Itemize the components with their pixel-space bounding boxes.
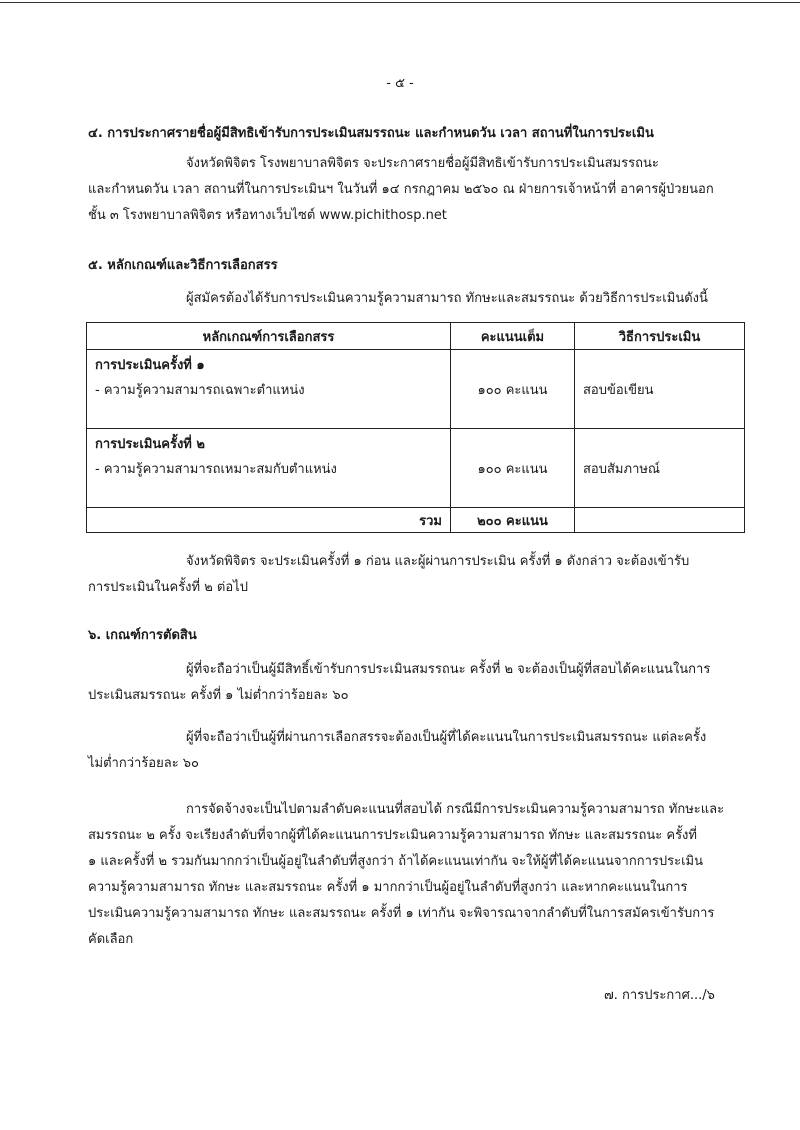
- round-1-title: การประเมินครั้งที่ ๑: [95, 358, 205, 373]
- total-score: ๒๐๐ คะแนน: [451, 508, 575, 533]
- section-6-heading: ๖. เกณฑ์การตัดสิน: [88, 628, 197, 643]
- total-label: รวม: [87, 508, 451, 533]
- header-method: วิธีการประเมิน: [575, 323, 745, 350]
- section-6-para-3-line-1: การจัดจ้างจะเป็นไปตามลำดับคะแนนที่สอบได้ กรณีมีการประเมินความรู้ความสามารถ ทักษะและ: [186, 802, 725, 817]
- section-6-para-1-line-2: ประเมินสมรรถนะ ครั้งที่ ๑ ไม่ต่ำกว่าร้อยละ ๖๐: [88, 688, 349, 703]
- top-border-line: [0, 2, 800, 3]
- section-4-heading: ๔. การประกาศรายชื่อผู้มีสิทธิเข้ารับการประเมินสมรรถนะ และกำหนดวัน เวลา สถานที่ในการประเมิน: [88, 126, 654, 141]
- page-number: - ๕ -: [386, 76, 414, 91]
- section-6-para-3-line-5: ประเมินความรู้ความสามารถ ทักษะ และสมรรถนะ ครั้งที่ ๑ เท่ากัน จะพิจารณาจากลำดับที่ในการสมัครเข้ารับการ: [88, 906, 715, 921]
- section-6-para-2-line-2: ไม่ต่ำกว่าร้อยละ ๖๐: [88, 756, 199, 771]
- round-1-criteria: [87, 350, 451, 429]
- section-4-line-2: และกำหนดวัน เวลา สถานที่ในการประเมินฯ ในวันที่ ๑๔ กรกฎาคม ๒๕๖๐ ณ ฝ่ายการเจ้าหน้าที่ อาคารผู้ป่วยนอก: [88, 182, 714, 197]
- section-6-para-3-line-4: ความรู้ความสามารถ ทักษะ และสมรรถนะ ครั้งที่ ๑ มากกว่าเป็นผู้อยู่ในลำดับที่สูงกว่า และหากคะแนนในการ: [88, 880, 688, 895]
- section-6-para-3-line-2: สมรรถนะ ๒ ครั้ง จะเรียงลำดับที่จากผู้ที่ได้คะแนนการประเมินความรู้ความสามารถ ทักษะ และสมรรถนะ ครั้งที่: [88, 828, 697, 843]
- section-4-line-3: ชั้น ๓ โรงพยาบาลพิจิตร หรือทางเว็บไซต์ www.pichithosp.net: [88, 208, 447, 223]
- section-6-para-2-line-1: ผู้ที่จะถือว่าเป็นผู้ที่ผ่านการเลือกสรรจะต้องเป็นผู้ที่ได้คะแนนในการประเมินสมรรถนะ แต่ละครั้ง: [186, 730, 707, 745]
- round-2-item: - ความรู้ความสามารถเหมาะสมกับตำแหน่ง: [95, 462, 337, 477]
- round-1-score: ๑๐๐ คะแนน: [451, 350, 575, 429]
- section-4-line-1: จังหวัดพิจิตร โรงพยาบาลพิจิตร จะประกาศรายชื่อผู้มีสิทธิเข้ารับการประเมินสมรรถนะ: [186, 156, 659, 171]
- total-method-empty: [575, 508, 745, 533]
- section-6-para-3-line-3: ๑ และครั้งที่ ๒ รวมกันมากกว่าเป็นผู้อยู่ในลำดับที่สูงกว่า ถ้าได้คะแนนเท่ากัน จะให้ผู้ที่ได้คะแนนจากการประเมิน: [88, 854, 703, 869]
- criteria-table: [86, 322, 745, 533]
- section-5-heading: ๕. หลักเกณฑ์และวิธีการเลือกสรร: [88, 258, 278, 273]
- round-2-method: สอบสัมภาษณ์: [575, 429, 745, 508]
- header-criteria: หลักเกณฑ์การเลือกสรร: [87, 323, 451, 350]
- section-5-intro: ผู้สมัครต้องได้รับการประเมินความรู้ความสามารถ ทักษะและสมรรถนะ ด้วยวิธีการประเมินดังนี้: [186, 291, 708, 306]
- table-header-row: [87, 323, 745, 350]
- section-5-after-line-1: จังหวัดพิจิตร จะประเมินครั้งที่ ๑ ก่อน และผู้ผ่านการประเมิน ครั้งที่ ๑ ดังกล่าว จะต้องเข้ารับ: [186, 554, 690, 569]
- next-page-reference: ๗. การประกาศ.../๖: [604, 988, 715, 1003]
- round-2-title: การประเมินครั้งที่ ๒: [95, 437, 205, 452]
- round-2-criteria: [87, 429, 451, 508]
- table-total-row: [87, 508, 745, 533]
- section-6-para-1-line-1: ผู้ที่จะถือว่าเป็นผู้มีสิทธิ์เข้ารับการประเมินสมรรถนะ ครั้งที่ ๒ จะต้องเป็นผู้ที่สอบได้คะแนนในการ: [186, 662, 711, 677]
- table-row: [87, 429, 745, 508]
- section-5-after-line-2: การประเมินในครั้งที่ ๒ ต่อไป: [88, 580, 248, 595]
- table-row: [87, 350, 745, 429]
- round-2-score: ๑๐๐ คะแนน: [451, 429, 575, 508]
- section-6-para-3-line-6: คัดเลือก: [88, 932, 134, 947]
- round-1-item: - ความรู้ความสามารถเฉพาะตำแหน่ง: [95, 383, 305, 398]
- round-1-method: สอบข้อเขียน: [575, 350, 745, 429]
- header-full-score: คะแนนเต็ม: [451, 323, 575, 350]
